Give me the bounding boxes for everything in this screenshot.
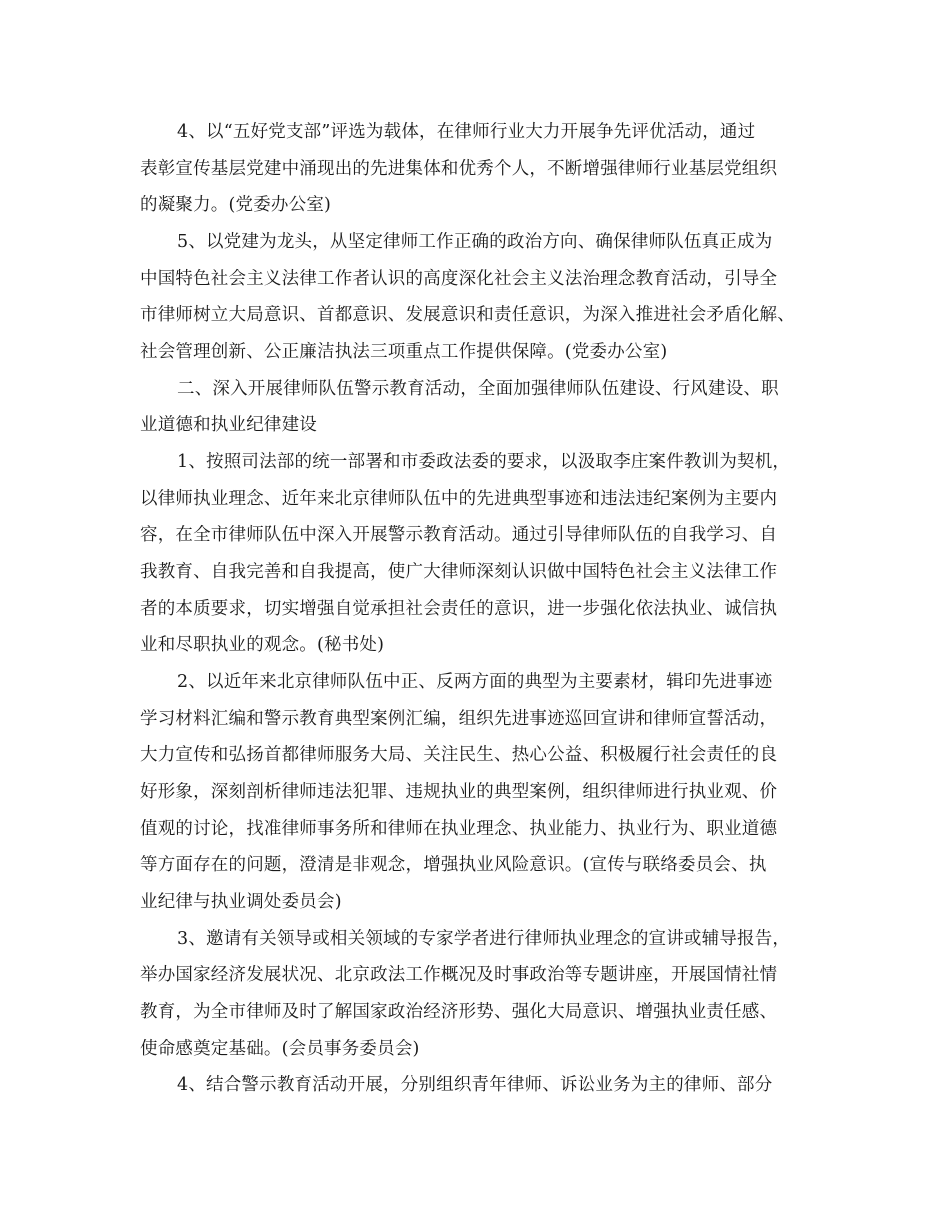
section-heading: 二、深入开展律师队伍警示教育活动，全面加强律师队伍建设、行风建设、职 (177, 379, 779, 399)
text-line: 等方面存在的问题，澄清是非观念，增强执业风险意识。(宣传与联络委员会、执 (140, 855, 767, 875)
text-line: 中国特色社会主义法律工作者认识的高度深化社会主义法治理念教育活动，引导全 (140, 269, 778, 289)
text-line: 教育，为全市律师及时了解国家政治经济形势、强化大局意识、增强执业责任感、 (140, 1002, 778, 1022)
text-line: 5、以党建为龙头，从坚定律师工作正确的政治方向、确保律师队伍真正成为 (177, 232, 773, 252)
text-line: 大力宣传和弘扬首都律师服务大局、关注民生、热心公益、积极履行社会责任的良 (140, 745, 778, 765)
text-line: 好形象，深刻剖析律师违法犯罪、违规执业的典型案例，组织律师进行执业观、价 (140, 782, 778, 802)
text-line: 我教育、自我完善和自我提高，使广大律师深刻认识做中国特色社会主义法律工作 (140, 562, 778, 582)
text-line: 值观的讨论，找准律师事务所和律师在执业理念、执业能力、执业行为、职业道德 (140, 819, 778, 839)
section-heading: 业道德和执业纪律建设 (140, 415, 317, 435)
text-line: 业纪律与执业调处委员会) (140, 892, 342, 912)
text-line: 使命感奠定基础。(会员事务委员会) (140, 1039, 420, 1059)
text-line: 的凝聚力。(党委办公室) (140, 195, 332, 215)
text-line: 以律师执业理念、近年来北京律师队伍中的先进典型事迹和违法违纪案例为主要内 (140, 489, 778, 509)
text-line: 市律师树立大局意识、首都意识、发展意识和责任意识，为深入推进社会矛盾化解、 (140, 305, 795, 325)
text-line: 业和尽职执业的观念。(秘书处) (140, 635, 385, 655)
text-line: 2、以近年来北京律师队伍中正、反两方面的典型为主要素材，辑印先进事迹 (177, 672, 773, 692)
text-line: 表彰宣传基层党建中涌现出的先进集体和优秀个人，不断增强律师行业基层党组织 (140, 159, 778, 179)
text-line: 3、邀请有关领导或相关领域的专家学者进行律师执业理念的宣讲或辅导报告， (177, 929, 791, 949)
text-line: 举办国家经济发展状况、北京政法工作概况及时事政治等专题讲座，开展国情社情 (140, 965, 778, 985)
text-line: 4、以“五好党支部”评选为载体，在律师行业大力开展争先评优活动，通过 (177, 122, 756, 142)
text-line: 容，在全市律师队伍中深入开展警示教育活动。通过引导律师队伍的自我学习、自 (140, 525, 778, 545)
text-line: 社会管理创新、公正廉洁执法三项重点工作提供保障。(党委办公室) (140, 342, 668, 362)
text-line: 1、按照司法部的统一部署和市委政法委的要求，以汲取李庄案件教训为契机， (177, 452, 791, 472)
text-line: 学习材料汇编和警示教育典型案例汇编，组织先进事迹巡回宣讲和律师宣誓活动， (140, 709, 778, 729)
text-line: 者的本质要求，切实增强自觉承担社会责任的意识，进一步强化依法执业、诚信执 (140, 599, 778, 619)
text-line: 4、结合警示教育活动开展，分别组织青年律师、诉讼业务为主的律师、部分 (177, 1075, 773, 1095)
